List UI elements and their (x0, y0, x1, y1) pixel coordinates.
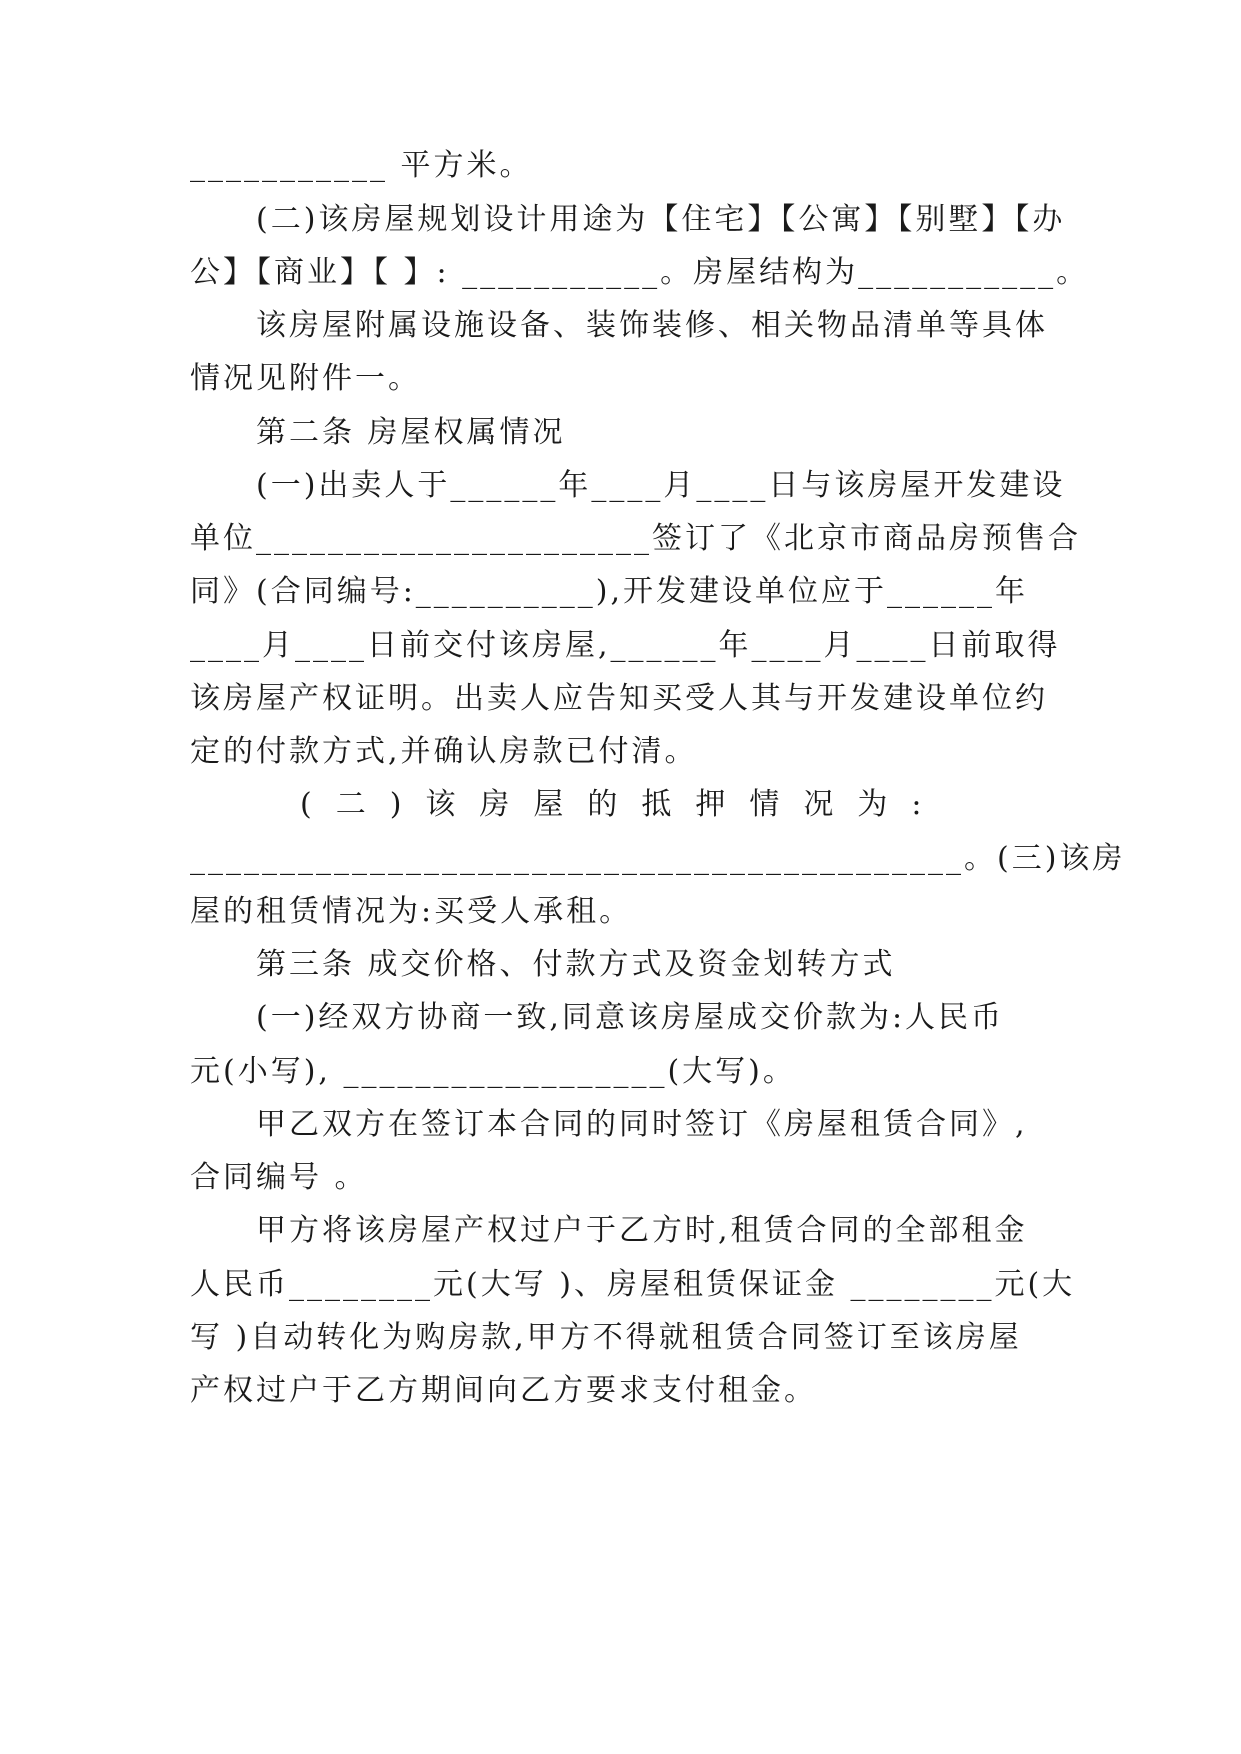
text-line: 产权过户于乙方期间向乙方要求支付租金。 (190, 1373, 817, 1408)
text-line: 公】【商业】【 】: ___________。房屋结构为___________。 (190, 255, 1090, 290)
text-line: 甲方将该房屋产权过户于乙方时,租赁合同的全部租金 (256, 1213, 1028, 1248)
text-line: (一)出卖人于______年____月____日与该房屋开发建设 (256, 468, 1066, 503)
text-line: 该房屋产权证明。出卖人应告知买受人其与开发建设单位约 (190, 681, 1048, 716)
text-line: 同》(合同编号:__________),开发建设单位应于______年 (190, 574, 1029, 609)
text-line: ___________ 平方米。 (190, 148, 533, 183)
text-line: 情况见附件一。 (190, 361, 421, 396)
article-heading: 第二条 房屋权属情况 (256, 415, 566, 450)
text-line: (二)该房屋规划设计用途为【住宅】【公寓】【别墅】【办 (256, 202, 1066, 237)
text-line: 单位______________________签订了《北京市商品房预售合 (190, 521, 1081, 556)
text-line: ____月____日前交付该房屋,______年____月____日前取得 (190, 628, 1061, 663)
text-line: 元(小写), __________________(大写)。 (190, 1054, 796, 1089)
text-line: (一)经双方协商一致,同意该房屋成交价款为:人民币 (256, 1000, 1005, 1035)
text-line: 屋的租赁情况为:买受人承租。 (190, 894, 633, 929)
article-heading: 第三条 成交价格、付款方式及资金划转方式 (256, 947, 896, 982)
text-line: 定的付款方式,并确认房款已付清。 (190, 734, 698, 769)
text-line: 甲乙双方在签订本合同的同时签订《房屋租赁合同》, (256, 1107, 1028, 1142)
text-line: (二)该房屋的抵押情况为: (300, 787, 946, 822)
text-line: 写 )自动转化为购房款,甲方不得就租赁合同签订至该房屋 (190, 1320, 1022, 1355)
text-line: 人民币________元(大写 )、房屋租赁保证金 ________元(大 (190, 1267, 1076, 1302)
text-line: ___________________________________________。(三)该房 (190, 841, 1126, 876)
text-line: 该房屋附属设施设备、装饰装修、相关物品清单等具体 (256, 308, 1048, 343)
text-line: 合同编号 。 (190, 1160, 368, 1195)
